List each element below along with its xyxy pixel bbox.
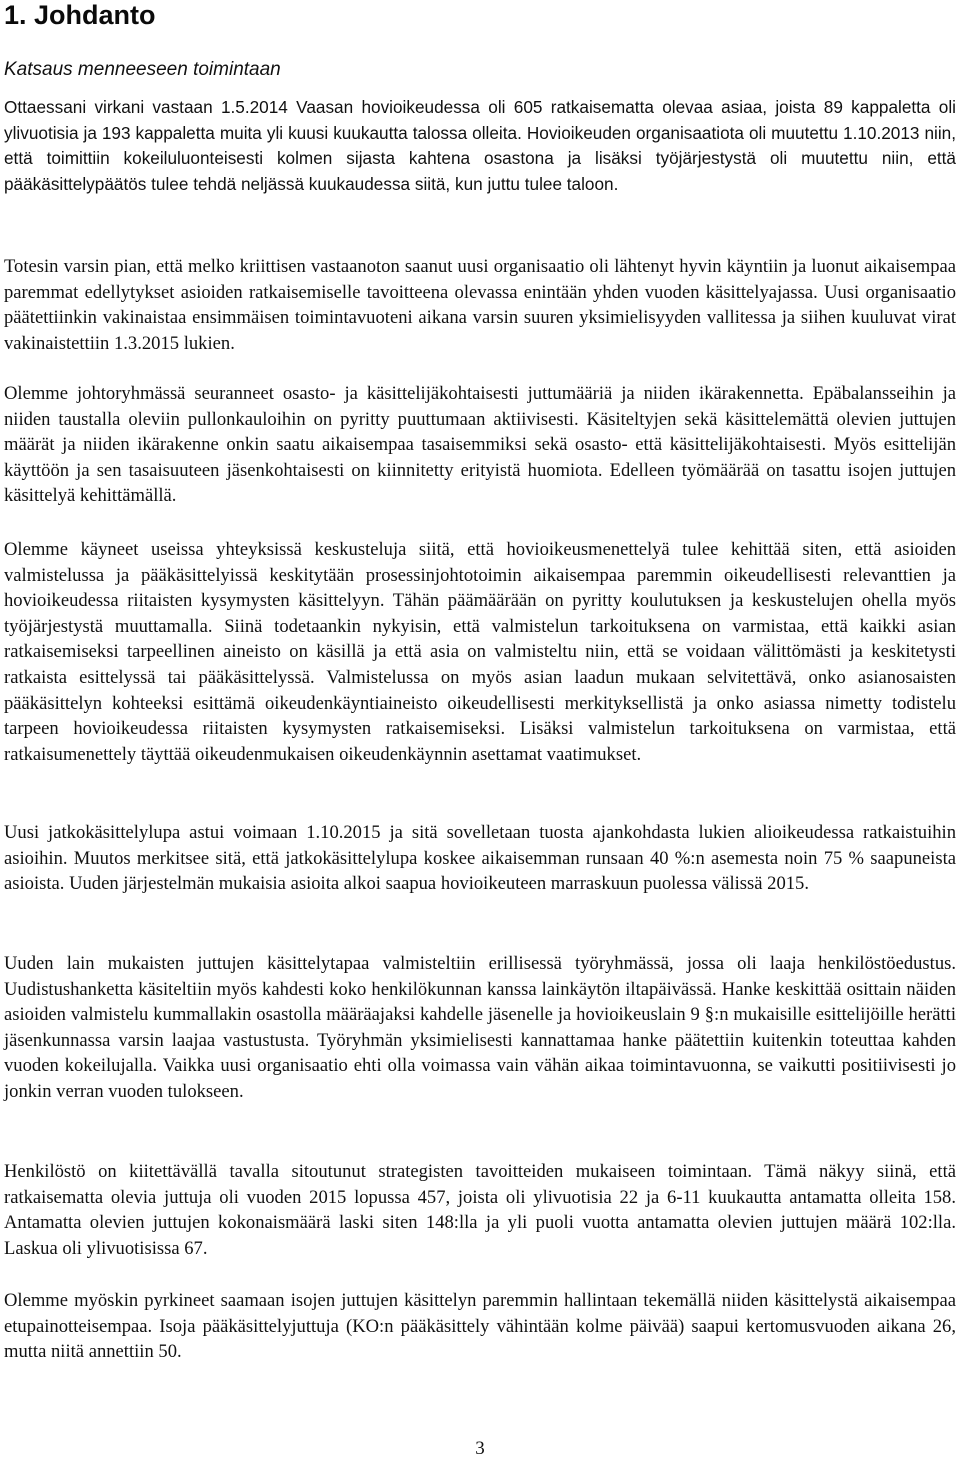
body-paragraph-3: Olemme johtoryhmässä seuranneet osasto- ja käsittelijäkohtaisesti juttumääriä ja niiden ikärakennetta. Epäbalansseihin ja niiden taustalla oleviin pullonkauloihin on pyritty puuttumaan aktiivisesti. Käsiteltyjen sekä käsittelemättä olevien juttujen määrät ja niiden ikärakenne onkin saatu aikaisempaa tasaisemmiksi sekä osasto- että käsittelijäkohtaisesti. Myös esittelijän käyttöön ja sen tasaisuuteen jäsenkohtaisesti on kiinnitetty erityistä huomiota. Edelleen työmäärää on tasattu isojen juttujen käsittelyä kehittämällä. [4, 383, 956, 507]
chapter-heading: 1. Johdanto [4, 0, 156, 30]
body-paragraph-5: Uusi jatkokäsittelylupa astui voimaan 1.10.2015 ja sitä sovelletaan tuosta ajankohdasta lukien alioikeudessa ratkaistuihin asioihin. Muutos merkitsee sitä, että jatkokäsittelylupa koskee aikaisemman runsaan 40 %:n asemesta noin 75 % saapuneista asioista. Uuden järjestelmän mukaisia asioita alkoi saapua hovioikeuteen marraskuun puolessa välissä 2015. [4, 822, 956, 895]
body-paragraph-6: Uuden lain mukaisten juttujen käsittelytapaa valmisteltiin erillisessä työryhmässä, jossa oli laaja henkilöstöedustus. Uudistushanketta käsiteltiin myös kahdesti koko henkilökunnan kanssa lainkäytön iltapäivässä. Hanke keskittää osittain näiden asioiden valmistelu kummallakin osastolla määräajaksi kahdelle jäsenelle ja hovioikeuslain 9 §:n mukaisille esittelijöille herätti jäsenkunnassa varsin laajaa vastustusta. Työryhmän yksimielisesti kannattamaa hanke päätettiin kuitenkin toteuttaa kahden vuoden kokeilujalla. Vaikka uusi organisaatio ehti olla voimassa vain vähän aikaa toimintavuonna, se vaikutti positiivisesti jo jonkin verran vuoden tulokseen. [4, 953, 956, 1102]
body-paragraph-7: Henkilöstö on kiitettävällä tavalla sitoutunut strategisten tavoitteiden mukaiseen toimintaan. Tämä näkyy siinä, että ratkaisematta olevia juttuja oli vuoden 2015 lopussa 457, joista oli ylivuotisia 22 ja 6-11 kuukautta antamatta olleita 158. Antamatta olevien juttujen kokonaismäärä laski siten 148:lla ja yli puoli vuotta antamatta olevien juttujen määrä 102:lla. Laskua oli ylivuotisissa 67. [4, 1161, 956, 1259]
body-paragraph-1: Ottaessani virkani vastaan 1.5.2014 Vaasan hovioikeudessa oli 605 ratkaisematta olevaa asiaa, joista 89 kappaletta oli ylivuotisia ja 193 kappaletta muita yli kuusi kuukautta talossa olleita. Hovioikeuden organisaatiota oli muutettu 1.10.2013 niin, että toimittiin kokeiluluonteisesti kolmen sijasta kahtena osastona ja lisäksi työjärjestystä oli muutettu niin, että pääkäsittelypäätös tulee tehdä neljässä kuukaudessa siitä, kun juttu tulee taloon. [4, 97, 956, 194]
body-paragraph-8: Olemme myöskin pyrkineet saamaan isojen juttujen käsittelyn paremmin hallintaan tekemällä niiden käsittelystä aikaisempaa etupainotteisempaa. Isoja pääkäsittelyjuttuja (KO:n pääkäsittely vähintään kolme päivää) saapui kertomusvuoden aikana 26, mutta niitä annettiin 50. [4, 1290, 956, 1363]
body-paragraph-4: Olemme käyneet useissa yhteyksissä keskusteluja siitä, että hovioikeusmenettelyä tulee kehittää siten, että asioiden valmistelussa ja pääkäsittelyissä keskitytään prosessinjohtotoimin aikaisempaa paremmin oikeudellisesti relevanttien ja hovioikeudessa riitaisten kysymysten käsittelyyn. Tähän päämäärään on pyritty koulutuksen ja keskustelujen ohella myös työjärjestystä muuttamalla. Siinä todetaankin nykyisin, että valmistelun tarkoituksena on varmistaa, että kaikki asian ratkaisemiseksi tarpeellinen aineisto on käsillä ja että asia on valmisteltu niin, että se voidaan välittömästi ja keskitetysti ratkaista esittelyssä tai pääkäsittelyssä. Valmistelussa on myös asian laadun mukaan selvitettävä, onko asianosaisten pääkäsittelyn kohteeksi esittämä oikeudenkäyntiaineisto oikeudellisesti merkityksellistä ja onko asiassa nimetty todistelu tarpeen hovioikeudessa riitaisten kysymysten ratkaisemiseksi. Lisäksi valmistelun tarkoituksena on varmistaa, että ratkaisumenettely täyttää oikeudenmukaisen oikeudenkäynnin asettamat vaatimukset. [4, 539, 956, 765]
body-paragraph-2: Totesin varsin pian, että melko kriittisen vastaanoton saanut uusi organisaatio oli lähtenyt hyvin käyntiin ja luonut aikaisempaa paremmat edellytykset asioiden ratkaisemiselle tavoitteena olevassa enintään yhden vuoden käsittelyajassa. Uusi organisaatio päätettiinkin vakinaistaa ensimmäisen toimintavuoteni aikana varsin suuren yksimielisyyden vallitessa ja siihen kuuluvat virat vakinaistettiin 1.3.2015 lukien. [4, 256, 956, 354]
page-number: 3 [475, 1438, 485, 1459]
section-subtitle: Katsaus menneeseen toimintaan [4, 59, 281, 80]
